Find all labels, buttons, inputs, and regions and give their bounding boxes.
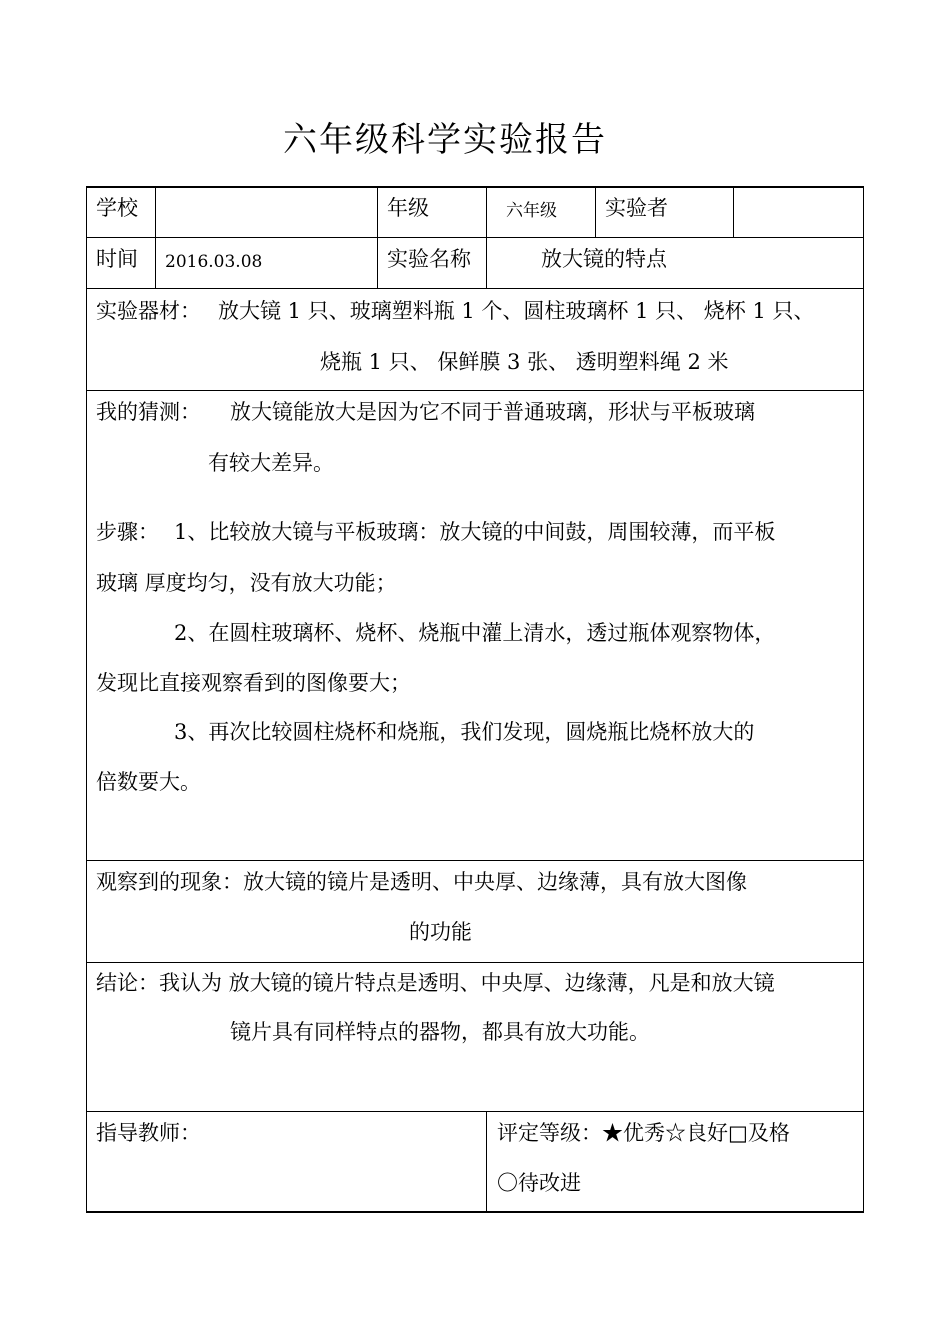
step-3-line-2: 倍数要大。 — [96, 770, 201, 794]
experiment-name-value[interactable]: 放大镜的特点 — [541, 247, 667, 271]
step-2-line-1: 2、在圆柱玻璃杯、烧杯、烧瓶中灌上清水，透过瓶体观察物体， — [174, 621, 776, 645]
table-border-left — [86, 186, 87, 1212]
conclusion-line-1: 结论：我认为 放大镜的镜片特点是透明、中央厚、边缘薄，凡是和放大镜 — [96, 971, 775, 995]
table-border-right — [863, 186, 864, 1212]
experiment-name-label: 实验名称 — [387, 247, 471, 271]
rating-line-1: 评定等级：★优秀☆良好□及格 — [497, 1121, 790, 1145]
table-border-top — [86, 186, 864, 188]
guess-label: 我的猜测： — [96, 400, 201, 424]
observation-line-2: 的功能 — [409, 920, 472, 944]
materials-line-2: 烧瓶 1 只、 保鲜膜 3 张、 透明塑料绳 2 米 — [320, 350, 729, 374]
time-value[interactable]: 2016.03.08 — [165, 252, 263, 272]
row-divider — [86, 860, 864, 861]
row-divider — [86, 390, 864, 391]
step-2-line-2: 发现比直接观察看到的图像要大； — [96, 671, 411, 695]
guess-line-2: 有较大差异。 — [208, 451, 334, 475]
conclusion-line-2: 镜片具有同样特点的器物，都具有放大功能。 — [230, 1020, 650, 1044]
materials-line-1: 放大镜 1 只、玻璃塑料瓶 1 个、圆柱玻璃杯 1 只、 烧杯 1 只、 — [218, 299, 815, 323]
row-divider — [86, 962, 864, 963]
time-label: 时间 — [96, 247, 138, 271]
grade-label: 年级 — [387, 196, 429, 220]
row-divider — [86, 237, 864, 238]
step-1-line-1: 1、比较放大镜与平板玻璃：放大镜的中间鼓，周围较薄，而平板 — [174, 520, 776, 544]
column-divider — [377, 186, 378, 288]
row-divider — [86, 1111, 864, 1112]
rating-line-2: 〇待改进 — [497, 1171, 581, 1195]
column-divider — [595, 186, 596, 237]
row-divider — [86, 288, 864, 289]
grade-value[interactable]: 六年级 — [506, 201, 557, 221]
teacher-label: 指导教师： — [96, 1121, 201, 1145]
observation-line-1: 观察到的现象：放大镜的镜片是透明、中央厚、边缘薄，具有放大图像 — [96, 870, 747, 894]
step-1-line-2: 玻璃 厚度均匀，没有放大功能； — [96, 571, 397, 595]
guess-line-1: 放大镜能放大是因为它不同于普通玻璃，形状与平板玻璃 — [230, 400, 755, 424]
column-divider — [155, 186, 156, 288]
experimenter-label: 实验者 — [605, 196, 668, 220]
materials-label: 实验器材： — [96, 299, 201, 323]
column-divider — [486, 186, 487, 288]
step-3-line-1: 3、再次比较圆柱烧杯和烧瓶，我们发现，圆烧瓶比烧杯放大的 — [174, 720, 755, 744]
column-divider — [733, 186, 734, 237]
table-border-bottom — [86, 1211, 864, 1213]
steps-label: 步骤： — [96, 520, 159, 544]
school-label: 学校 — [96, 196, 138, 220]
column-divider — [486, 1111, 487, 1211]
report-title: 六年级科学实验报告 — [283, 120, 607, 160]
